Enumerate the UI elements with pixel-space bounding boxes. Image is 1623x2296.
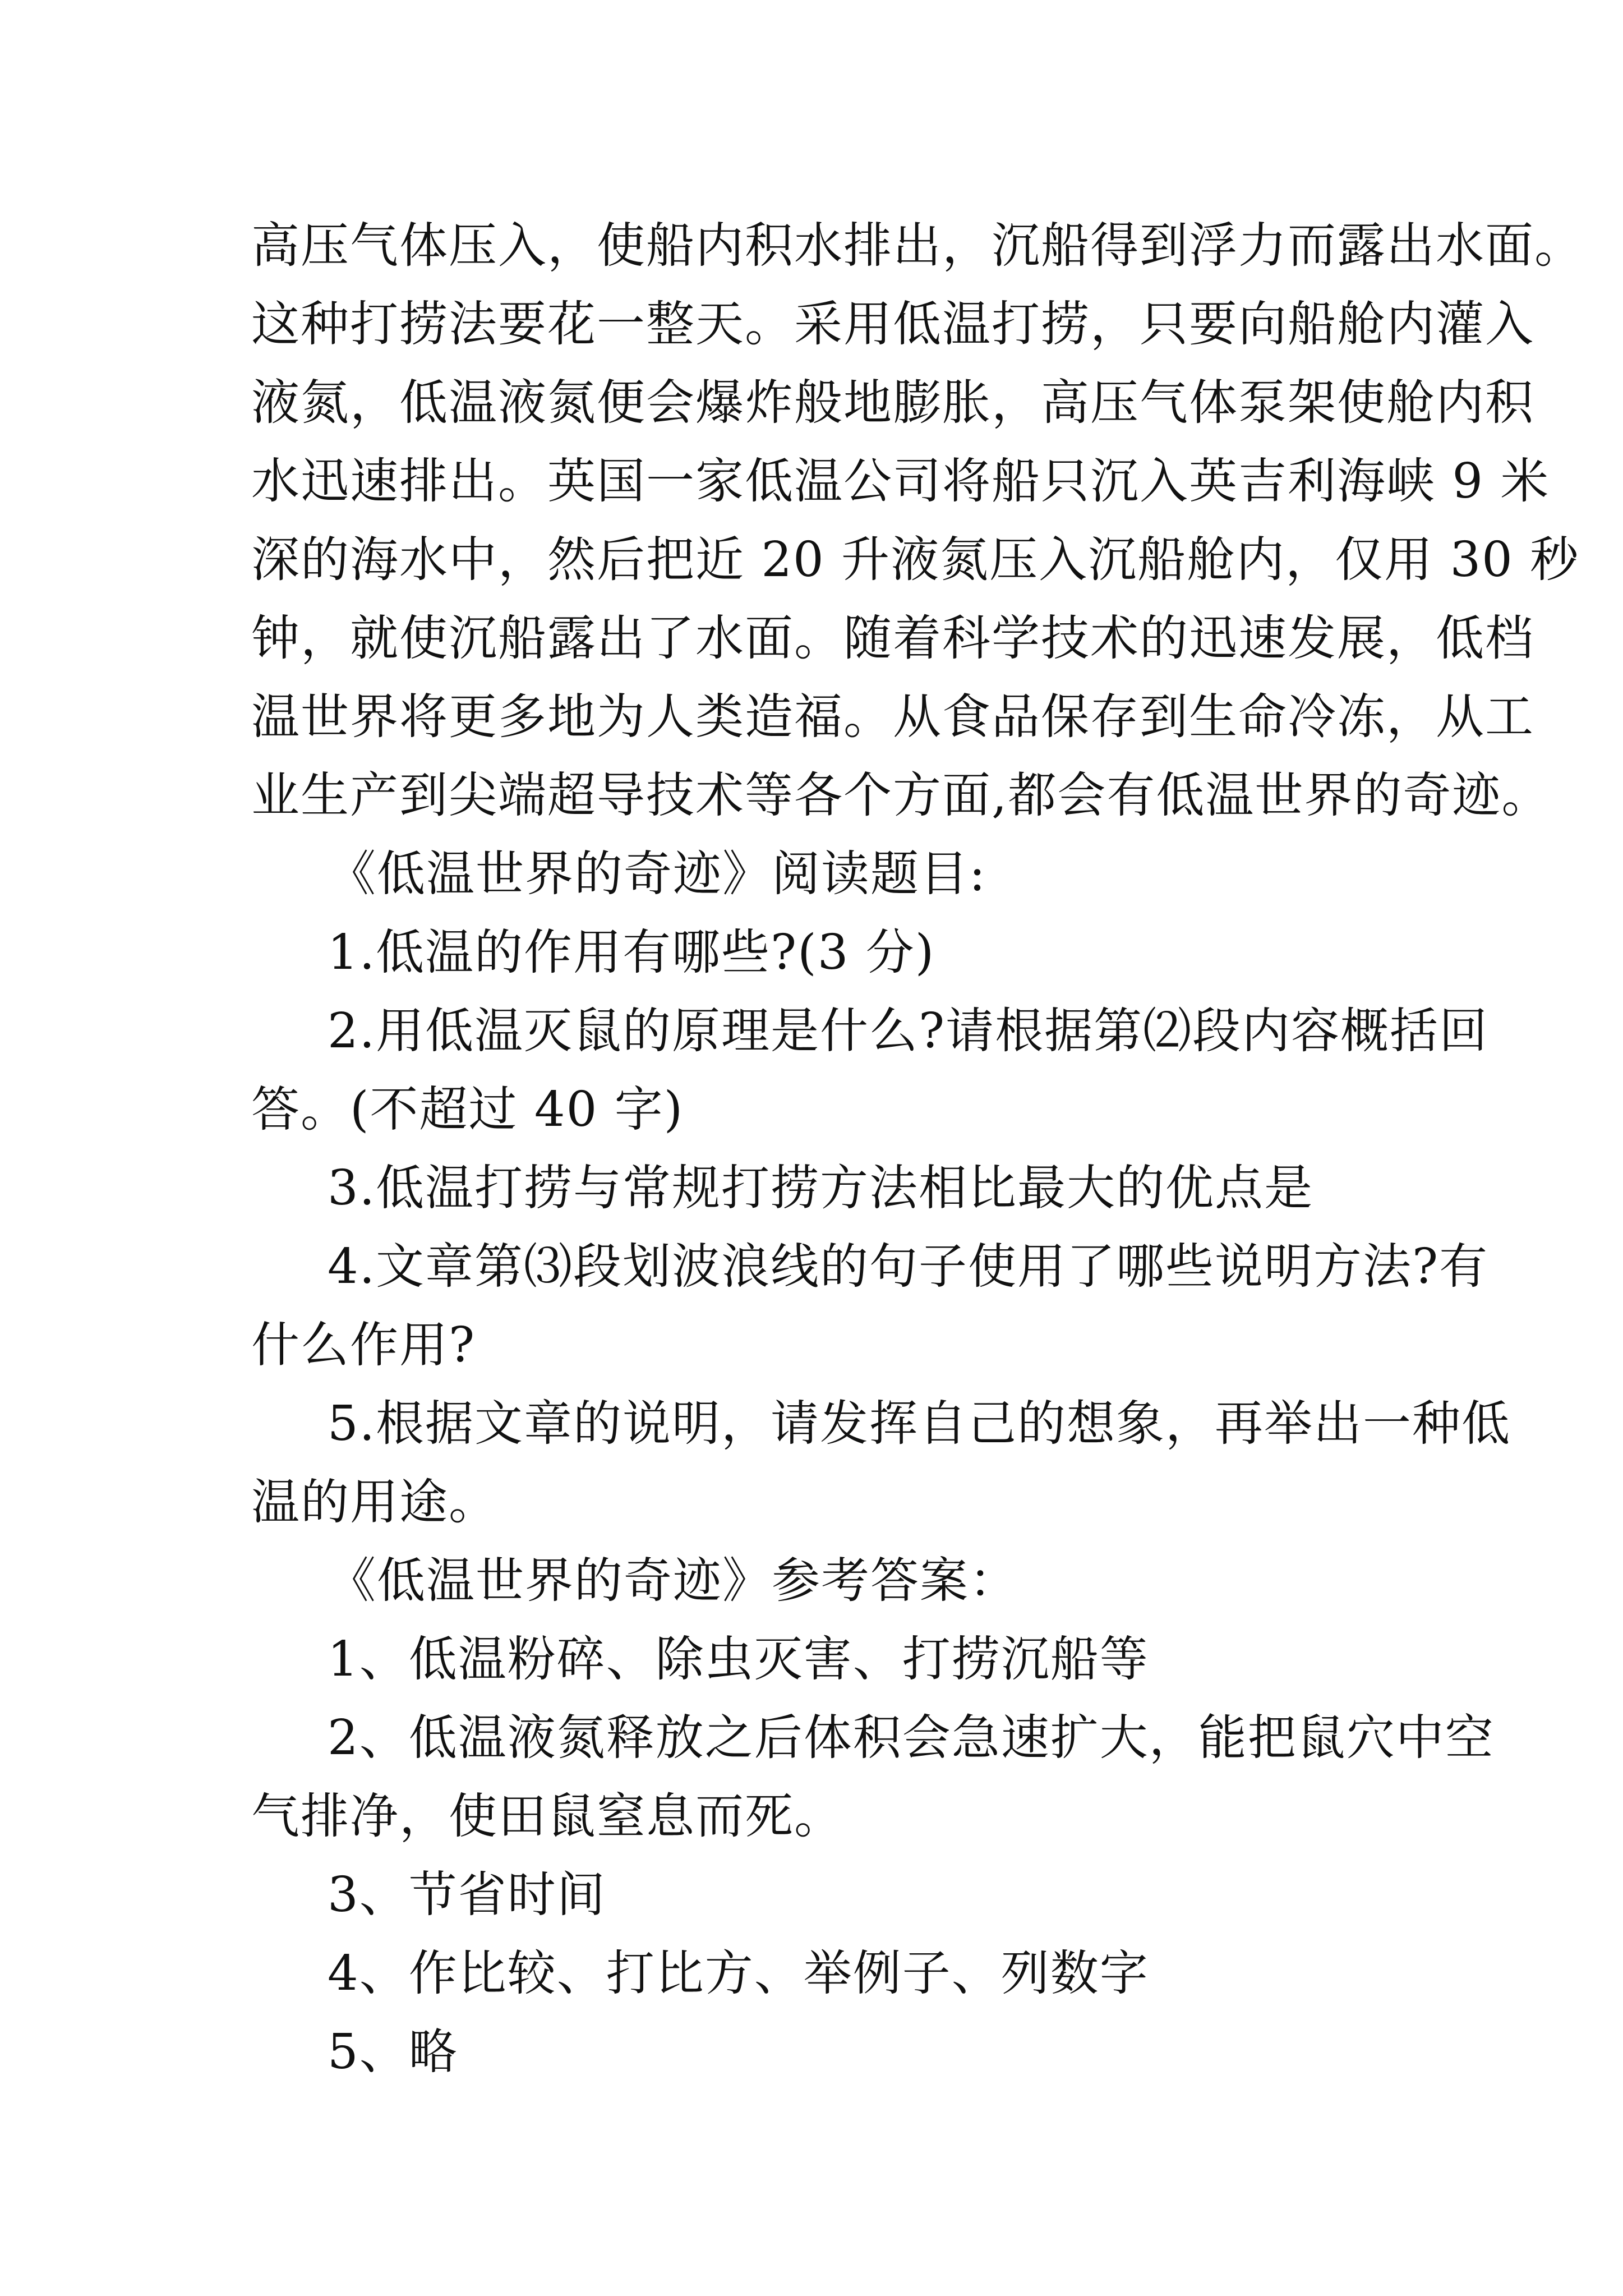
answer-5: 5、略	[328, 2024, 458, 2080]
question-1: 1.低温的作用有哪些?(3 分)	[328, 924, 935, 981]
answer-2: 2、低温液氮释放之后体积会急速扩大，能把鼠穴中空	[328, 1710, 1495, 1766]
answers-heading: 《低温世界的奇迹》参考答案：	[328, 1553, 1018, 1609]
answer-4: 4、作比较、打比方、举例子、列数字	[328, 1945, 1149, 2001]
paragraph-line: 水迅速排出。英国一家低温公司将船只沉入英吉利海峡 9 米	[251, 453, 1550, 509]
question-4-continued: 什么作用?	[251, 1317, 476, 1373]
paragraph-line: 钟，就使沉船露出了水面。随着科学技术的迅速发展，低档	[251, 610, 1534, 666]
paragraph-line: 液氮，低温液氮便会爆炸般地膨胀，高压气体泵架使舱内积	[251, 375, 1534, 431]
paragraph-line: 温世界将更多地为人类造福。从食品保存到生命冷冻，从工	[251, 689, 1534, 745]
question-3: 3.低温打捞与常规打捞方法相比最大的优点是	[328, 1160, 1314, 1216]
question-4: 4.文章第⑶段划波浪线的句子使用了哪些说明方法?有	[328, 1239, 1489, 1295]
question-2-continued: 答。(不超过 40 字)	[251, 1082, 684, 1138]
paragraph-line: 业生产到尖端超导技术等各个方面,都会有低温世界的奇迹。	[251, 767, 1551, 823]
questions-heading: 《低温世界的奇迹》阅读题目:	[328, 846, 986, 902]
answer-3: 3、节省时间	[328, 1867, 606, 1923]
question-5: 5.根据文章的说明，请发挥自己的想象，再举出一种低	[328, 1396, 1511, 1452]
paragraph-line: 高压气体压入，使船内积水排出，沉船得到浮力而露出水面。	[251, 218, 1584, 274]
answer-2-continued: 气排净，使田鼠窒息而死。	[251, 1788, 843, 1844]
paragraph-line: 这种打捞法要花一整天。采用低温打捞，只要向船舱内灌入	[251, 296, 1534, 352]
answer-1: 1、低温粉碎、除虫灭害、打捞沉船等	[328, 1631, 1149, 1687]
question-2: 2.用低温灭鼠的原理是什么?请根据第⑵段内容概括回	[328, 1003, 1489, 1059]
paragraph-line: 深的海水中，然后把近 20 升液氮压入沉船舱内，仅用 30 秒	[251, 532, 1580, 588]
question-5-continued: 温的用途。	[251, 1474, 498, 1530]
